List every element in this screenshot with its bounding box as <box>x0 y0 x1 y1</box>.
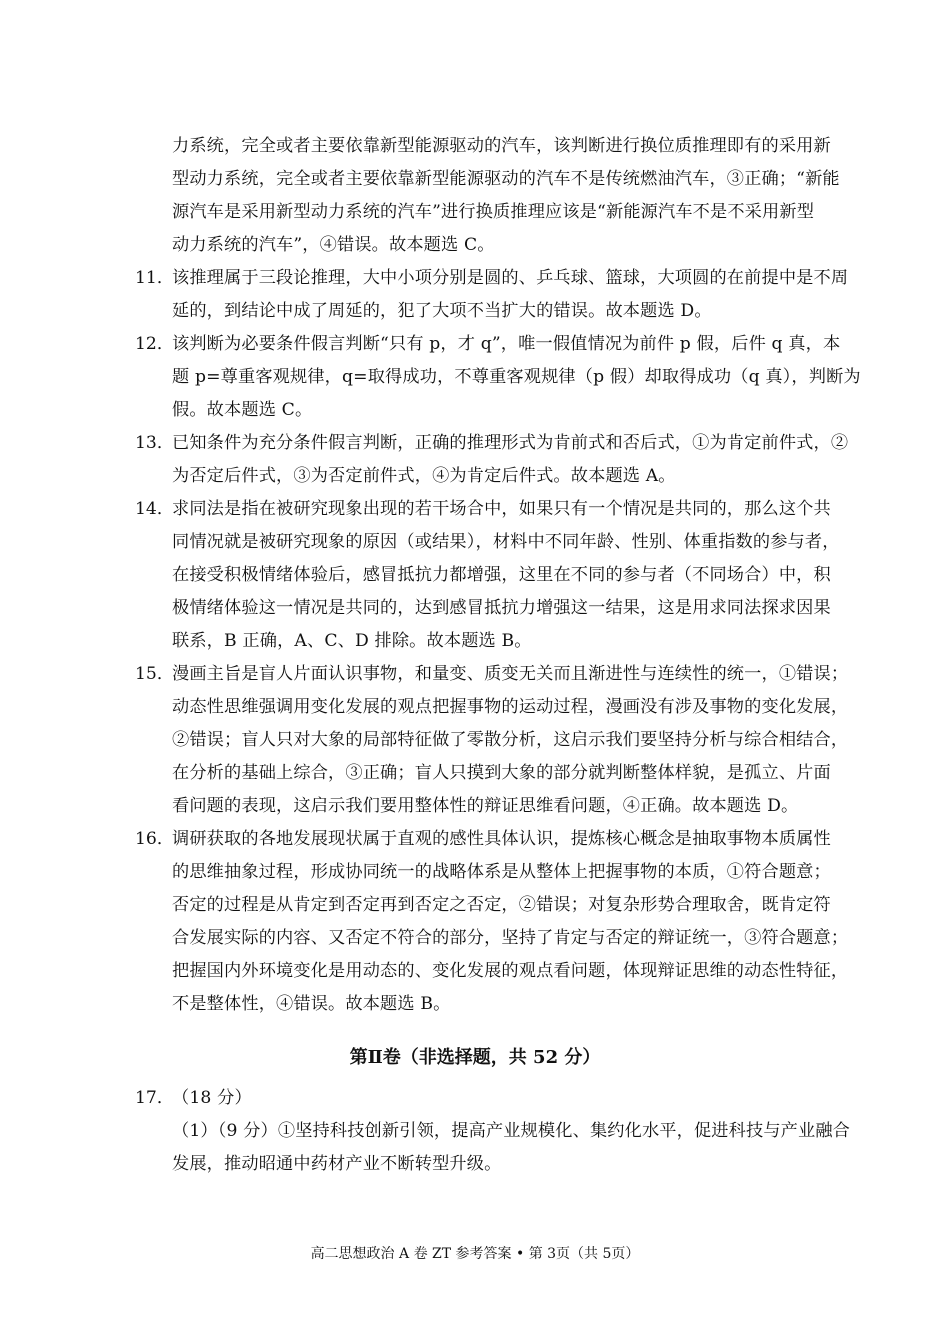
text-line: 题 p=尊重客观规律，q=取得成功，不尊重客观规律（p 假）却取得成功（q 真），判断为 <box>172 367 861 387</box>
text-line: 已知条件为充分条件假言判断，正确的推理形式为肯前式和否后式，①为肯定前件式，② <box>172 433 849 453</box>
text-line: 同情况就是被研究现象的原因（或结果），材料中不同年龄、性别、体重指数的参与者， <box>172 532 840 552</box>
item-number-17: 17． <box>135 1088 175 1108</box>
text-line: 极情绪体验这一情况是共同的，达到感冒抵抗力增强这一结果，这是用求同法探求因果 <box>172 598 831 618</box>
text-line: 延的，到结论中成了周延的，犯了大项不当扩大的错误。故本题选 D。 <box>172 301 712 321</box>
text-line: 源汽车是采用新型动力系统的汽车”进行换质推理应该是“新能源汽车不是不采用新型 <box>172 202 815 222</box>
text-line: 型动力系统，完全或者主要依靠新型能源驱动的汽车不是传统燃油汽车，③正确；“新能 <box>172 169 840 189</box>
item-number-13: 13． <box>135 433 175 453</box>
text-line: 为否定后件式，③为否定前件式，④为肯定后件式。故本题选 A。 <box>172 466 676 486</box>
item-number-14: 14． <box>135 499 175 519</box>
text-line: 看问题的表现，这启示我们要用整体性的辩证思维看问题，④正确。故本题选 D。 <box>172 796 799 816</box>
text-line: 在分析的基础上综合，③正确；盲人只摸到大象的部分就判断整体样貌，是孤立、片面 <box>172 763 831 783</box>
text-line: 漫画主旨是盲人片面认识事物，和量变、质变无关而且渐进性与连续性的统一，①错误； <box>172 664 849 684</box>
text-line: 假。故本题选 C。 <box>172 400 313 420</box>
text-line: 在接受积极情绪体验后，感冒抵抗力都增强，这里在不同的参与者（不同场合）中，积 <box>172 565 831 585</box>
text-line: 求同法是指在被研究现象出现的若干场合中，如果只有一个情况是共同的，那么这个共 <box>172 499 831 519</box>
section-heading: 第Ⅱ卷（非选择题，共 52 分） <box>349 1047 601 1068</box>
item-number-12: 12． <box>135 334 175 354</box>
text-line: 的思维抽象过程，形成协同统一的战略体系是从整体上把握事物的本质，①符合题意； <box>172 862 831 882</box>
item-number-16: 16． <box>135 829 175 849</box>
text-line: 动力系统的汽车”，④错误。故本题选 C。 <box>172 235 495 255</box>
text-line: 动态性思维强调用变化发展的观点把握事物的运动过程，漫画没有涉及事物的变化发展， <box>172 697 849 717</box>
text-line: 联系，B 正确，A、C、D 排除。故本题选 B。 <box>172 631 532 651</box>
text-line: 该判断为必要条件假言判断“只有 p，才 q”，唯一假值情况为前件 p 假，后件 q 真，本 <box>172 334 841 354</box>
text-line: 把握国内外环境变化是用动态的、变化发展的观点看问题，体现辩证思维的动态性特征， <box>172 961 849 981</box>
points-label: （18 分） <box>172 1088 252 1108</box>
page-footer: 高二思想政治 A 卷 ZT 参考答案 • 第 3页（共 5页） <box>310 1246 640 1262</box>
text-line: （1）（9 分）①坚持科技创新引领，提高产业规模化、集约化水平，促进科技与产业融合 <box>172 1121 851 1141</box>
text-line: 发展，推动昭通中药材产业不断转型升级。 <box>172 1154 502 1174</box>
text-line: 调研获取的各地发展现状属于直观的感性具体认识，提炼核心概念是抽取事物本质属性 <box>172 829 831 849</box>
item-number-15: 15． <box>135 664 175 684</box>
text-line: 不是整体性，④错误。故本题选 B。 <box>172 994 451 1014</box>
text-line: 合发展实际的内容、又否定不符合的部分，坚持了肯定与否定的辩证统一，③符合题意； <box>172 928 849 948</box>
text-line: ②错误；盲人只对大象的局部特征做了零散分析，这启示我们要坚持分析与综合相结合， <box>172 730 849 750</box>
text-line: 否定的过程是从肯定到否定再到否定之否定，②错误；对复杂形势合理取舍，既肯定符 <box>172 895 831 915</box>
text-line: 该推理属于三段论推理，大中小项分别是圆的、乒乓球、篮球，大项圆的在前提中是不周 <box>172 268 849 288</box>
text-line: 力系统，完全或者主要依靠新型能源驱动的汽车，该判断进行换位质推理即有的采用新 <box>172 136 831 156</box>
item-number-11: 11． <box>135 268 175 288</box>
